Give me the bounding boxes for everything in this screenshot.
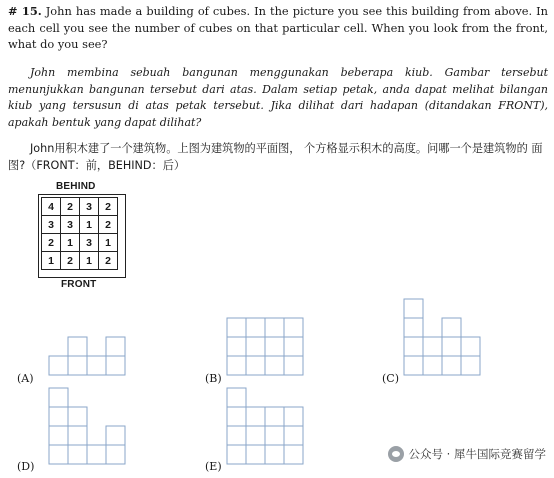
choice-d-front-view[interactable]: [48, 387, 130, 469]
view-cube: [246, 356, 265, 375]
view-cube: [68, 337, 87, 356]
question-english: [8, 3, 548, 53]
view-cube: [246, 318, 265, 337]
view-cube: [423, 356, 442, 375]
view-cube: [265, 426, 284, 445]
choice-c-label[interactable]: (C): [382, 372, 399, 385]
view-cube: [246, 445, 265, 464]
view-cube: [87, 445, 106, 464]
view-cube: [68, 356, 87, 375]
view-cube: [106, 426, 125, 445]
view-cube: [284, 318, 303, 337]
choice-c-front-view[interactable]: [403, 298, 485, 380]
question-chinese: John用积木建了一个建筑物。上图为建筑物的平面图， 个方格显示积木的高度。问哪一个是建筑物的 面图?（FRONT：前，BEHIND：后）: [8, 142, 543, 172]
view-cube: [404, 337, 423, 356]
view-cube: [227, 356, 246, 375]
plan-cell: 2: [99, 198, 118, 216]
view-cube: [246, 407, 265, 426]
view-cube: [68, 407, 87, 426]
view-cube: [265, 445, 284, 464]
view-cube: [49, 388, 68, 407]
plan-label-behind: BEHIND: [56, 181, 96, 192]
view-cube: [461, 356, 480, 375]
plan-cell: 1: [42, 252, 61, 270]
view-cube: [284, 337, 303, 356]
plan-cell: 1: [80, 252, 99, 270]
view-cube: [49, 407, 68, 426]
view-cube: [106, 337, 125, 356]
view-cube: [106, 356, 125, 375]
plan-cell: 3: [80, 198, 99, 216]
view-cube: [227, 388, 246, 407]
view-cube: [68, 426, 87, 445]
plan-row: [42, 234, 118, 252]
view-cube: [246, 337, 265, 356]
view-cube: [284, 426, 303, 445]
view-cube: [227, 445, 246, 464]
view-cube: [227, 337, 246, 356]
plan-cell: 2: [61, 252, 80, 270]
watermark-text: 公众号 · 犀牛国际竞赛留学: [408, 447, 546, 461]
view-cube: [49, 356, 68, 375]
plan-row: [42, 216, 118, 234]
choice-a-front-view[interactable]: [48, 298, 130, 380]
plan-cell: 4: [42, 198, 61, 216]
view-cube: [106, 445, 125, 464]
view-cube: [87, 356, 106, 375]
plan-cell: 1: [80, 216, 99, 234]
view-cube: [265, 337, 284, 356]
view-cube: [227, 318, 246, 337]
plan-label-front: FRONT: [61, 279, 97, 290]
plan-cell: 2: [61, 198, 80, 216]
view-cube: [49, 426, 68, 445]
choice-e-label[interactable]: (E): [205, 460, 222, 473]
watermark: [388, 446, 546, 462]
view-cube: [284, 445, 303, 464]
view-cube: [442, 356, 461, 375]
view-cube: [442, 337, 461, 356]
wechat-icon: [388, 446, 404, 462]
view-cube: [404, 318, 423, 337]
plan-row: [42, 198, 118, 216]
view-cube: [404, 299, 423, 318]
view-cube: [284, 407, 303, 426]
view-cube: [265, 407, 284, 426]
plan-row: [42, 252, 118, 270]
view-cube: [68, 445, 87, 464]
plan-cell: 2: [99, 216, 118, 234]
plan-cell: 3: [80, 234, 99, 252]
choice-b-front-view[interactable]: [226, 298, 308, 380]
view-cube: [284, 356, 303, 375]
plan-cell: 3: [61, 216, 80, 234]
view-cube: [404, 356, 423, 375]
plan-cell: 1: [61, 234, 80, 252]
question-english-text: John has made a building of cubes. In the picture you see this building from above. In each cell you see the number of cubes on that particular cell. When you look from the front, what do you see?: [8, 4, 549, 51]
choice-d-label[interactable]: (D): [17, 460, 35, 473]
choice-e-front-view[interactable]: [226, 387, 308, 469]
question-malay: John membina sebuah bangunan menggunakan beberapa kiub. Gambar tersebut menunjukkan bangunan tersebut dari atas. Dalam setiap petak, anda dapat melihat bilangan kiub yang tersusun di atas petak tersebut. Jika dilihat dari hadapan (ditandakan FRONT), apakah bentuk yang dapat dilihat?: [8, 66, 548, 129]
top-view-plan: [41, 197, 118, 270]
view-cube: [227, 426, 246, 445]
choice-b-label[interactable]: (B): [205, 372, 222, 385]
plan-cell: 3: [42, 216, 61, 234]
view-cube: [442, 318, 461, 337]
question-number: # 15.: [8, 4, 42, 18]
view-cube: [227, 407, 246, 426]
plan-cell: 2: [42, 234, 61, 252]
view-cube: [423, 337, 442, 356]
view-cube: [461, 337, 480, 356]
plan-cell: 1: [99, 234, 118, 252]
plan-cell: 2: [99, 252, 118, 270]
choice-a-label[interactable]: (A): [17, 372, 34, 385]
view-cube: [246, 426, 265, 445]
view-cube: [265, 318, 284, 337]
view-cube: [49, 445, 68, 464]
view-cube: [265, 356, 284, 375]
